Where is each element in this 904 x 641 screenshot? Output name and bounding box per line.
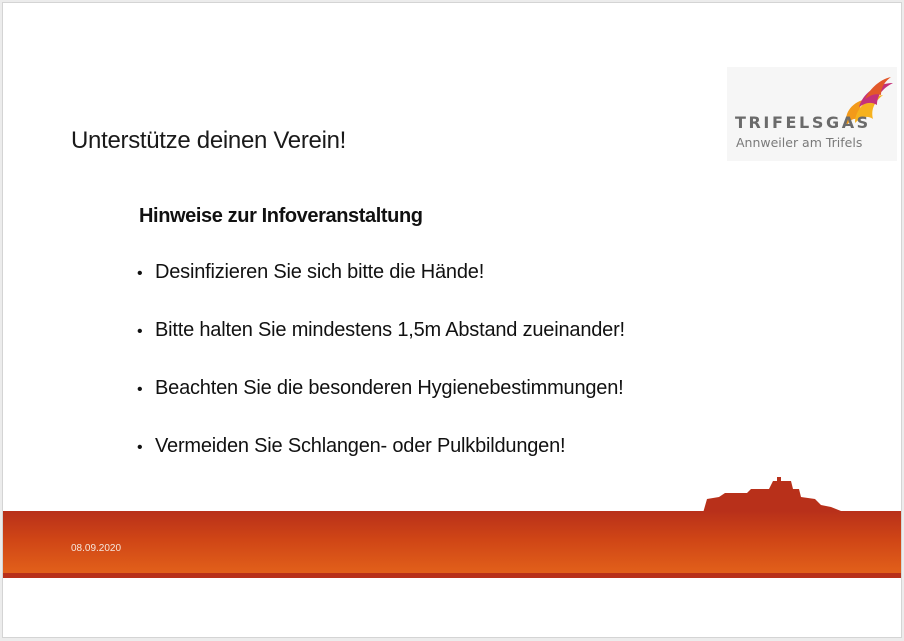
bullet-text: Desinfizieren Sie sich bitte die Hände! bbox=[155, 261, 485, 283]
slide bbox=[2, 2, 902, 638]
slide-title: Unterstütze deinen Verein! bbox=[71, 127, 347, 154]
trifelsgas-logo bbox=[727, 67, 897, 161]
logo-name: TRIFELSGAS bbox=[735, 113, 871, 132]
bullet-text: Bitte halten Sie mindestens 1,5m Abstand zueinander! bbox=[155, 319, 625, 341]
bullet-symbol: • bbox=[137, 439, 143, 456]
footer-band bbox=[3, 511, 901, 573]
bullet-symbol: • bbox=[137, 381, 143, 398]
logo-subtitle: Annweiler am Trifels bbox=[736, 135, 863, 150]
bullet-symbol: • bbox=[137, 323, 143, 340]
bullet-text: Vermeiden Sie Schlangen- oder Pulkbildungen! bbox=[155, 435, 566, 457]
bullet-item bbox=[137, 261, 625, 319]
bullet-item bbox=[137, 319, 625, 377]
bullet-text: Beachten Sie die besonderen Hygienebestimmungen! bbox=[155, 377, 624, 399]
bullet-symbol: • bbox=[137, 265, 143, 282]
bullet-item bbox=[137, 377, 625, 435]
slide-subtitle: Hinweise zur Infoveranstaltung bbox=[139, 205, 423, 227]
bullet-list bbox=[137, 261, 625, 493]
footer-date: 08.09.2020 bbox=[71, 543, 122, 554]
